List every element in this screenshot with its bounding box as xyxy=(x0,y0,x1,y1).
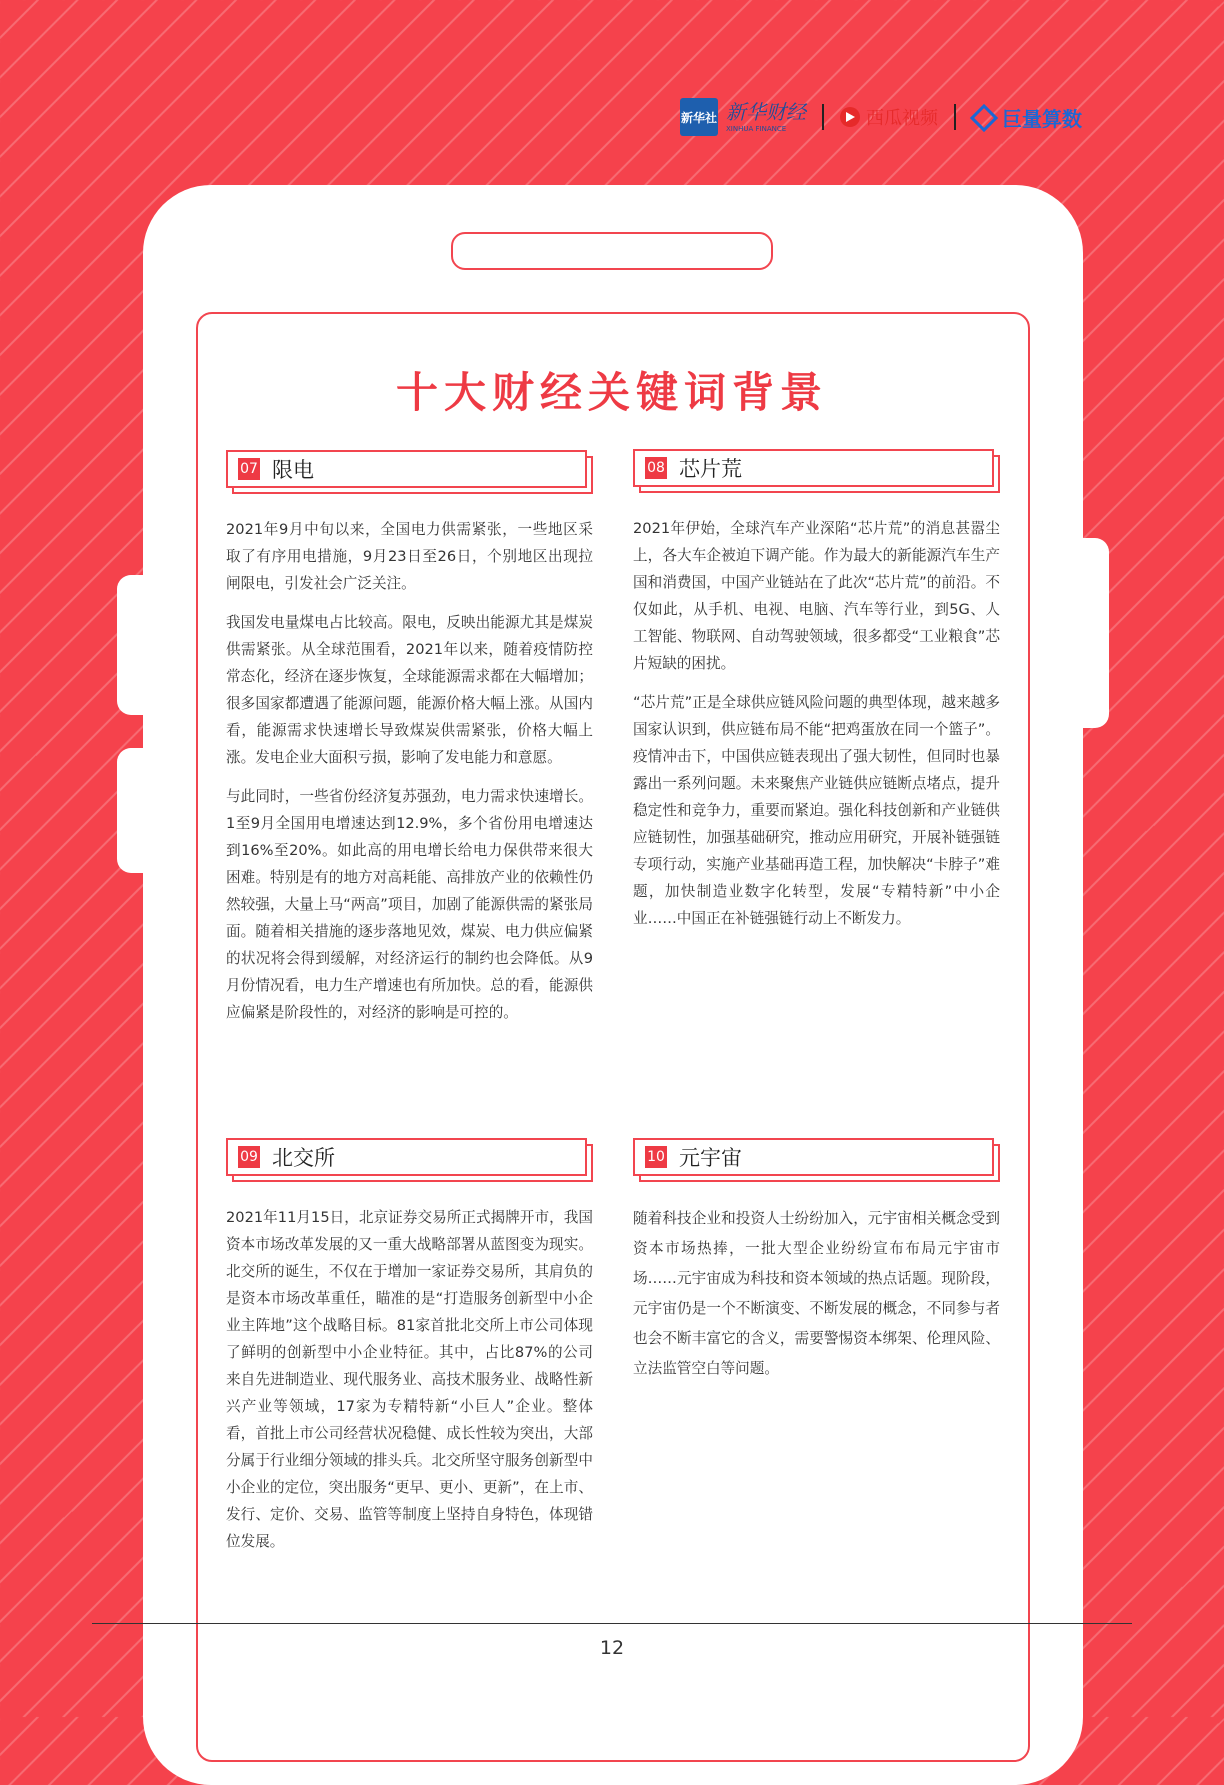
keyword-header-box xyxy=(633,449,994,487)
keyword-header xyxy=(226,1138,593,1184)
juliang-suanshu-logo: 巨量算数 xyxy=(1002,106,1082,131)
partner-logos xyxy=(680,95,1082,139)
paragraph: 2021年伊始，全球汽车产业深陷“芯片荒”的消息甚嚣尘上，各大车企被迫下调产能。作为最大的新能源汽车生产国和消费国，中国产业链站在了此次“芯片荒”的前沿。不仅如此，从手机、电视、电脑、汽车等行业，到5G、人工智能、物联网、自动驾驶领域，很多都受“工业粮食”芯片短缺的困扰。 xyxy=(633,520,1000,672)
phone-side-button xyxy=(1079,538,1109,728)
keyword-title: 芯片荒 xyxy=(679,457,742,481)
keyword-header xyxy=(633,1138,1000,1184)
keyword-header xyxy=(633,449,1000,495)
keyword-number: 07 xyxy=(238,458,260,480)
keyword-number: 10 xyxy=(645,1146,667,1168)
xigua-play-icon xyxy=(840,107,860,127)
logo-divider xyxy=(822,104,824,130)
keyword-title: 元宇宙 xyxy=(679,1146,742,1170)
paragraph: 随着科技企业和投资人士纷纷加入，元宇宙相关概念受到资本市场热捧，一批大型企业纷纷宣布布局元宇宙市场……元宇宙成为科技和资本领域的热点话题。现阶段，元宇宙仍是一个不断演变、不断发展的概念，不同参与者也会不断丰富它的含义，需要警惕资本绑架、伦理风险、立法监管空白等问题。 xyxy=(633,1210,1000,1377)
paragraph: 2021年9月中旬以来，全国电力供需紧张，一些地区采取了有序用电措施，9月23日至26日，个别地区出现拉闸限电，引发社会广泛关注。 xyxy=(226,521,593,592)
keyword-section-08 xyxy=(633,449,1000,944)
xigua-video-logo: 西瓜视频 xyxy=(866,108,938,129)
phone-speaker xyxy=(451,232,773,270)
juliang-cube-icon xyxy=(972,106,994,128)
paragraph: 2021年11月15日，北京证券交易所正式揭牌开市，我国资本市场改革发展的又一重大战略部署从蓝图变为现实。北交所的诞生，不仅在于增加一家证券交易所，其肩负的是资本市场改革重任，瞄准的是“打造服务创新型中小企业主阵地”这个战略目标。81家首批北交所上市公司体现了鲜明的创新型中小企业特征。其中，占比87%的公司来自先进制造业、现代服务业、高技术服务业、战略性新兴产业等领域，17家为专精特新“小巨人”企业。整体看，首批上市公司经营状况稳健、成长性较为突出，大部分属于行业细分领域的排头兵。北交所坚守服务创新型中小企业的定位，突出服务“更早、更小、更新”，在上市、发行、定价、交易、监管等制度上坚持自身特色，体现错位发展。 xyxy=(226,1209,593,1550)
keyword-header-box xyxy=(633,1138,994,1176)
keyword-header-box xyxy=(226,1138,587,1176)
paragraph: 与此同时，一些省份经济复苏强劲，电力需求快速增长。1至9月全国用电增速达到12.9%，多个省份用电增速达到16%至20%。如此高的用电增长给电力保供带来很大困难。特别是有的地方对高耗能、高排放产业的依赖性仍然较强，大量上马“两高”项目，加剧了能源供需的紧张局面。随着相关措施的逐步落地见效，煤炭、电力供应偏紧的状况将会得到缓解，对经济运行的制约也会降低。从9月份情况看，电力生产增速也有所加快。总的看，能源供应偏紧是阶段性的，对经济的影响是可控的。 xyxy=(226,788,593,1021)
paragraph: 我国发电量煤电占比较高。限电，反映出能源尤其是煤炭供需紧张。从全球范围看，2021年以来，随着疫情防控常态化，经济在逐步恢复，全球能源需求都在大幅增加；很多国家都遭遇了能源问题，能源价格大幅上涨。从国内看，能源需求快速增长导致煤炭供需紧张，价格大幅上涨。发电企业大面积亏损，影响了发电能力和意愿。 xyxy=(226,614,593,766)
page-number: 12 xyxy=(599,1637,625,1659)
xinhua-finance-logo xyxy=(726,99,806,133)
keyword-title: 限电 xyxy=(272,458,314,482)
logo-divider xyxy=(954,104,956,130)
keyword-section-09 xyxy=(226,1138,593,1567)
keyword-header xyxy=(226,450,593,496)
keyword-title: 北交所 xyxy=(272,1146,335,1170)
keyword-header-box xyxy=(226,450,587,488)
keyword-section-07 xyxy=(226,450,593,1038)
keyword-number: 08 xyxy=(645,457,667,479)
xinhua-finance-cn: 新华财经 xyxy=(726,99,806,124)
xinhua-finance-en: XINHUA FINANCE xyxy=(726,124,787,133)
xinhua-logo-icon: 新华社 xyxy=(680,98,718,136)
keyword-number: 09 xyxy=(238,1146,260,1168)
paragraph: “芯片荒”正是全球供应链风险问题的典型体现，越来越多国家认识到，供应链布局不能“把鸡蛋放在同一个篮子”。疫情冲击下，中国供应链表现出了强大韧性，但同时也暴露出一系列问题。未来聚焦产业链供应链断点堵点，提升稳定性和竞争力，重要而紧迫。强化科技创新和产业链供应链韧性，加强基础研究，推动应用研究，开展补链强链专项行动，实施产业基础再造工程，加快解决“卡脖子”难题，加快制造业数字化转型，发展“专精特新”中小企业……中国正在补链强链行动上不断发力。 xyxy=(633,694,1000,927)
page-title: 十大财经关键词背景 xyxy=(395,368,828,417)
footer-divider xyxy=(92,1623,1132,1624)
keyword-section-10 xyxy=(633,1138,1000,1396)
